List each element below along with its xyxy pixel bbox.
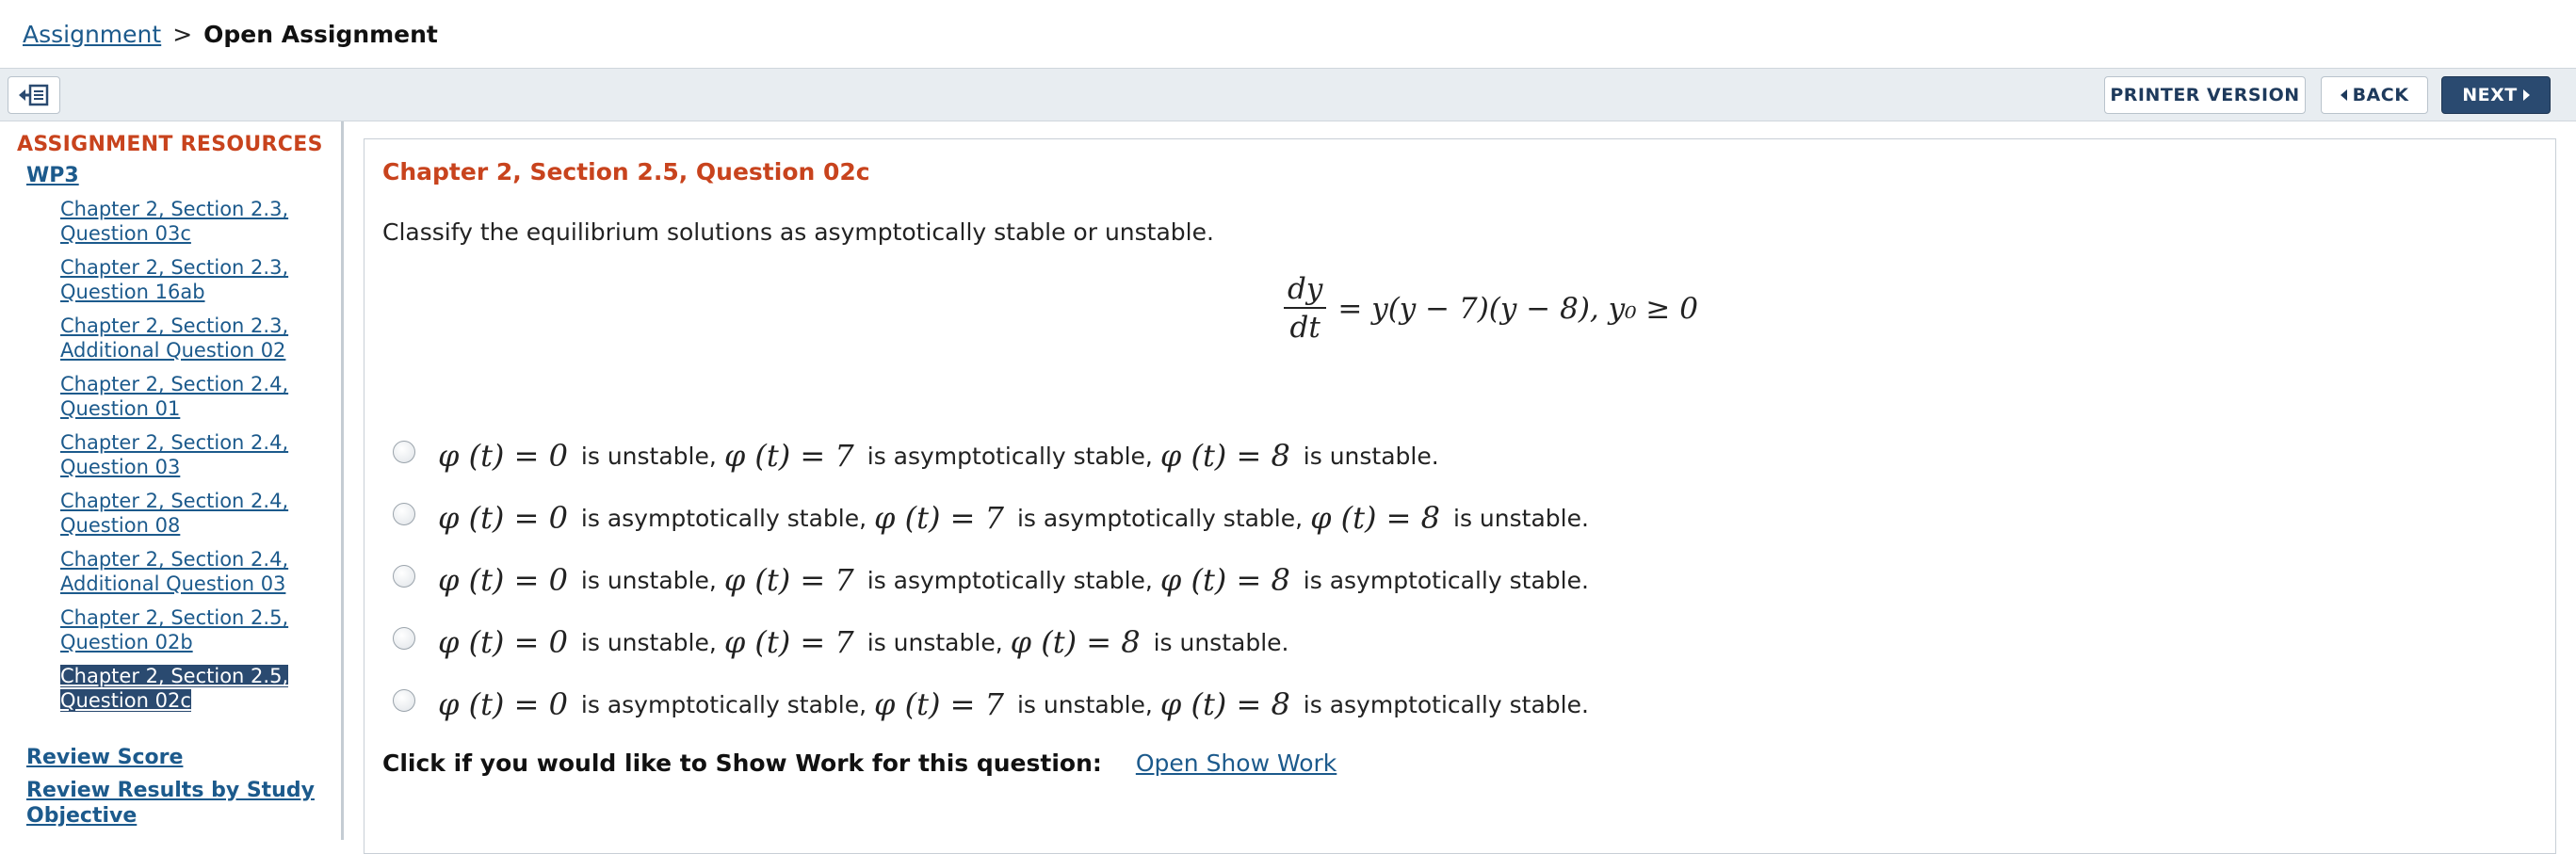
printer-version-button[interactable]: [2104, 76, 2306, 114]
review-score-link[interactable]: Review Score: [26, 746, 184, 769]
sidebar-question-link[interactable]: Chapter 2, Section 2.4, Additional Question 03: [60, 548, 289, 595]
next-button[interactable]: [2441, 76, 2551, 114]
option-text: φ (t) = 0 is unstable, φ (t) = 7 is asymptotically stable, φ (t) = 8 is unstable.: [438, 438, 1439, 474]
fraction-denominator: dt: [1289, 311, 1320, 345]
radio-button[interactable]: [393, 565, 415, 588]
sidebar-question-link[interactable]: Chapter 2, Section 2.5, Question 02b: [60, 606, 289, 653]
sidebar-question-link[interactable]: Chapter 2, Section 2.3, Additional Question 02: [60, 314, 289, 362]
next-label: NEXT: [2462, 85, 2518, 105]
differential-equation: [1284, 262, 1698, 356]
option-text: φ (t) = 0 is unstable, φ (t) = 7 is asymptotically stable, φ (t) = 8 is asymptotically stable.: [438, 562, 1589, 598]
sidebar-question-link[interactable]: Chapter 2, Section 2.4, Question 03: [60, 431, 289, 478]
radio-button[interactable]: [393, 441, 415, 463]
sidebar-question-link[interactable]: Chapter 2, Section 2.4, Question 01: [60, 373, 289, 420]
option-text: φ (t) = 0 is unstable, φ (t) = 7 is unstable, φ (t) = 8 is unstable.: [438, 624, 1289, 660]
radio-button[interactable]: [393, 689, 415, 712]
back-arrow-icon: [2341, 89, 2347, 101]
list-item: [60, 605, 315, 654]
sidebar-question-link[interactable]: Chapter 2, Section 2.3, Question 03c: [60, 198, 289, 245]
show-work-row: [382, 749, 1337, 777]
sidebar-question-link-current[interactable]: Chapter 2, Section 2.5, Question 02c: [60, 665, 289, 712]
option-text: φ (t) = 0 is asymptotically stable, φ (t) = 7 is asymptotically stable, φ (t) = 8 is unstable.: [438, 500, 1589, 536]
answer-option[interactable]: [393, 487, 1596, 549]
list-item: [60, 372, 315, 421]
review-results-link[interactable]: Review Results by Study Objective: [26, 779, 315, 828]
sidebar-title: ASSIGNMENT RESOURCES: [17, 133, 323, 156]
option-text: φ (t) = 0 is asymptotically stable, φ (t) = 7 is unstable, φ (t) = 8 is asymptotically stable.: [438, 686, 1589, 722]
list-item: [60, 197, 315, 246]
list-item: [60, 489, 315, 538]
radio-button[interactable]: [393, 503, 415, 525]
sidebar-divider[interactable]: [341, 121, 344, 840]
list-item: [60, 314, 315, 363]
breadcrumb-separator: >: [172, 20, 193, 48]
sidebar-question-link[interactable]: Chapter 2, Section 2.4, Question 08: [60, 490, 289, 537]
answer-option[interactable]: [393, 611, 1596, 673]
breadcrumb-current: Open Assignment: [203, 20, 438, 48]
sidebar-toggle-button[interactable]: [8, 76, 60, 114]
sidebar-review-links: [26, 745, 341, 829]
printer-version-label: PRINTER VERSION: [2110, 85, 2300, 105]
toolbar: [0, 68, 2576, 121]
equation-rhs: = y(y − 7)(y − 8), y₀ ≥ 0: [1337, 292, 1698, 326]
list-item: [60, 430, 315, 479]
fraction-numerator: dy: [1284, 271, 1326, 309]
show-work-label: Click if you would like to Show Work for this question:: [382, 749, 1102, 777]
list-item: [60, 255, 315, 304]
breadcrumb-assignment-link[interactable]: Assignment: [23, 20, 162, 48]
sidebar-group-wp3[interactable]: WP3: [26, 164, 79, 187]
sidebar-question-list: [0, 197, 341, 713]
sidebar-question-link[interactable]: Chapter 2, Section 2.3, Question 16ab: [60, 256, 289, 303]
breadcrumb: [0, 0, 2576, 68]
question-title: Chapter 2, Section 2.5, Question 02c: [382, 158, 870, 185]
answer-option[interactable]: [393, 673, 1596, 735]
back-label: BACK: [2352, 85, 2409, 105]
sidebar-collapse-icon: [17, 84, 51, 106]
question-panel: [364, 138, 2556, 854]
list-item: [60, 547, 315, 596]
back-button[interactable]: [2321, 76, 2428, 114]
answer-option[interactable]: [393, 549, 1596, 611]
answer-option[interactable]: [393, 425, 1596, 487]
answer-options: [393, 425, 1596, 735]
open-show-work-link[interactable]: Open Show Work: [1135, 749, 1337, 777]
radio-button[interactable]: [393, 627, 415, 650]
question-prompt: Classify the equilibrium solutions as asymptotically stable or unstable.: [382, 218, 1214, 246]
list-item-selected: [60, 664, 315, 713]
derivative-fraction: [1284, 271, 1326, 346]
next-arrow-icon: [2523, 89, 2530, 101]
assignment-resources-sidebar: [0, 121, 341, 840]
